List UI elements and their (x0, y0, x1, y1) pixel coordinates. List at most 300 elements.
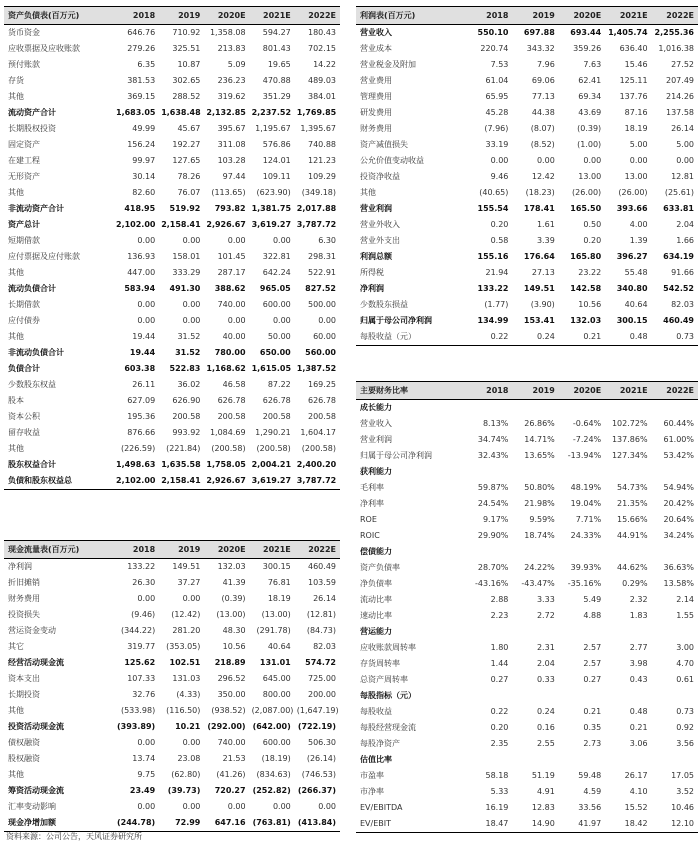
cell-value: 87.22 (267, 380, 291, 389)
cell-value: 1,395.67 (300, 124, 336, 133)
cell-value: 51.19 (531, 771, 555, 780)
row-label: 营业成本 (360, 44, 392, 53)
cell-value: 393.66 (616, 204, 648, 213)
row-label: 营业收入 (360, 419, 392, 428)
cell-value: 7.63 (583, 60, 602, 69)
cell-value: 60.44% (663, 419, 694, 428)
cell-value: 2,158.41 (159, 473, 204, 490)
cell-value: 0.21 (583, 707, 602, 716)
cell-value: 1.61 (536, 220, 555, 229)
cell-value: 16.19 (485, 803, 509, 812)
row-label: 其他 (8, 92, 24, 101)
row-label: 应付债券 (8, 316, 40, 325)
cell-value: 36.02 (177, 380, 201, 389)
cell-value: (7.96) (484, 124, 509, 133)
row-label: 长期借款 (8, 300, 40, 309)
table-row (356, 185, 698, 201)
cell-value: (25.61) (664, 188, 694, 197)
cell-value: 3.56 (676, 739, 694, 748)
cell-value: 0.00 (227, 802, 246, 811)
cell-value: 0.00 (182, 316, 201, 325)
cell-value: -43.16% (475, 579, 509, 588)
cell-value: 2,926.67 (206, 220, 246, 229)
cell-value: (8.52) (530, 140, 555, 149)
table-row (4, 409, 340, 425)
cell-value: 740.88 (308, 140, 336, 149)
cell-value: 725.00 (308, 674, 336, 683)
row-label: 研发费用 (360, 108, 392, 117)
column-header: 2021E (250, 7, 295, 25)
cell-value: 1.83 (629, 611, 648, 620)
cell-value: 37.27 (177, 578, 201, 587)
cell-value (466, 688, 512, 704)
cell-value: (226.59) (120, 444, 156, 453)
cell-value: 801.43 (262, 44, 291, 53)
cell-value (652, 464, 698, 480)
cell-value: 298.31 (308, 252, 336, 261)
cell-value: 1,635.58 (161, 460, 201, 469)
cell-value: 0.00 (182, 300, 201, 309)
cell-value: 542.52 (663, 284, 694, 293)
row-label: 公允价值变动收益 (360, 156, 424, 165)
table-row (356, 57, 698, 73)
cell-value: 642.24 (262, 268, 291, 277)
cell-value: (1.77) (484, 300, 509, 309)
table-row (356, 297, 698, 313)
cell-value (466, 544, 512, 560)
cell-value: 0.29% (622, 579, 648, 588)
cell-value: 626.78 (308, 396, 336, 405)
cell-value: 519.92 (169, 204, 201, 213)
cell-value: 0.00 (227, 236, 246, 245)
cell-value: 41.97 (559, 816, 605, 833)
table-row (356, 784, 698, 800)
table-row (4, 799, 340, 815)
income-statement-panel (356, 6, 698, 346)
cell-value: 1,381.75 (251, 204, 292, 213)
cell-value: 137.76 (619, 92, 648, 101)
cell-value: 351.29 (262, 92, 291, 101)
row-label: 现金净增加额 (4, 815, 114, 832)
cell-value: 5.09 (227, 60, 246, 69)
cell-value: 0.16 (536, 723, 555, 732)
cell-value: 583.94 (124, 284, 156, 293)
cell-value: 0.00 (676, 156, 694, 165)
financial-ratios-table (356, 381, 698, 833)
cell-value: 12.42 (531, 172, 555, 181)
cell-value: 21.98% (524, 499, 555, 508)
table-row (356, 576, 698, 592)
row-label: 每股指标（元） (360, 691, 416, 700)
cell-value: 23.08 (177, 754, 201, 763)
cell-value: 3,787.72 (295, 473, 340, 490)
cell-value: (746.53) (301, 770, 336, 779)
cell-value (652, 400, 698, 417)
cell-value: 23.22 (578, 268, 602, 277)
cell-value: 59.87% (477, 483, 509, 492)
cell-value: (291.78) (256, 626, 291, 635)
cell-value: 30.14 (132, 172, 156, 181)
row-label: 毛利率 (360, 483, 384, 492)
cell-value: 0.24 (512, 329, 558, 346)
cell-value: 2.14 (676, 595, 694, 604)
cell-value: 827.52 (305, 284, 336, 293)
cell-value: 876.66 (127, 428, 156, 437)
table-row (4, 185, 340, 201)
row-label: 偿债能力 (360, 547, 392, 556)
cell-value: (266.37) (297, 786, 336, 795)
cell-value: (349.18) (301, 188, 336, 197)
cell-value: 1.55 (676, 611, 694, 620)
cell-value: 23.49 (129, 786, 156, 795)
cell-value: 2,132.85 (206, 108, 246, 117)
cell-value: (353.05) (166, 642, 201, 651)
cell-value: 180.43 (308, 28, 336, 37)
table-row (4, 41, 340, 57)
table-row (356, 672, 698, 688)
cell-value: 10.46 (671, 803, 694, 812)
cell-value: 103.28 (217, 156, 246, 165)
table-row (356, 512, 698, 528)
cell-value: 14.71% (524, 435, 555, 444)
cell-value: 0.00 (137, 802, 156, 811)
cell-value: 780.00 (214, 348, 246, 357)
cell-value: 45.67 (177, 124, 201, 133)
cell-value: 6.35 (137, 60, 156, 69)
cell-value: 311.08 (217, 140, 246, 149)
row-label: 净利润 (360, 284, 384, 293)
cell-value: 155.16 (477, 252, 509, 261)
table-row (356, 313, 698, 329)
cell-value: 2,926.67 (204, 473, 249, 490)
cell-value: 626.78 (262, 396, 291, 405)
row-label: 股本 (8, 396, 24, 405)
table-row (356, 281, 698, 297)
cell-value: 0.61 (676, 675, 694, 684)
cell-value: 59.48 (578, 771, 602, 780)
cell-value: 627.09 (127, 396, 156, 405)
cell-value: 965.05 (259, 284, 291, 293)
cell-value: 13.00 (578, 172, 602, 181)
row-label: 非流动资产合计 (8, 204, 64, 213)
column-header: 2020E (559, 7, 605, 25)
cell-value: (938.52) (211, 706, 246, 715)
cell-value: 594.27 (262, 28, 291, 37)
cell-value: 395.67 (217, 124, 246, 133)
row-label: 营运资金变动 (8, 626, 56, 635)
row-label: 净利率 (360, 499, 384, 508)
table-row (4, 249, 340, 265)
cell-value: 322.81 (262, 252, 291, 261)
cell-value: 650.00 (259, 348, 291, 357)
cell-value: (722.19) (297, 722, 336, 731)
cell-value: 213.83 (217, 44, 246, 53)
cell-value: 43.69 (578, 108, 602, 117)
cell-value: 0.00 (182, 236, 201, 245)
section-header-row (356, 400, 698, 417)
cell-value: 41.39 (222, 578, 246, 587)
cell-value: 576.86 (262, 140, 291, 149)
cell-value (652, 688, 698, 704)
cell-value: (18.23) (525, 188, 555, 197)
row-label: 财务费用 (8, 594, 40, 603)
row-label: 投资损失 (8, 610, 40, 619)
cell-value: 0.22 (490, 707, 509, 716)
row-label: 每股净资产 (360, 739, 400, 748)
cell-value: 109.11 (262, 172, 291, 181)
cell-value: 633.81 (663, 204, 694, 213)
cell-value: 0.50 (583, 220, 602, 229)
cell-value: 53.42% (663, 451, 694, 460)
table-title: 现金流量表(百万元) (4, 541, 114, 559)
cell-value: 76.07 (177, 188, 201, 197)
cell-value: 132.03 (217, 562, 246, 571)
cell-value: 65.95 (485, 92, 509, 101)
section-header-row (356, 544, 698, 560)
cell-value: 325.51 (172, 44, 201, 53)
cell-value: 4.70 (676, 659, 694, 668)
cell-value: 0.00 (182, 802, 201, 811)
table-row (356, 720, 698, 736)
table-row (4, 559, 340, 576)
table-row (4, 719, 340, 735)
cell-value: (62.80) (171, 770, 201, 779)
cell-value: 460.49 (663, 316, 694, 325)
column-header: 2020E (559, 382, 605, 400)
cell-value: 281.20 (172, 626, 201, 635)
row-label: 折旧摊销 (8, 578, 40, 587)
cell-value: (244.78) (114, 815, 159, 832)
cell-value: (344.22) (120, 626, 156, 635)
row-label: 应收账款周转率 (360, 643, 416, 652)
cell-value: 127.34% (611, 451, 648, 460)
cell-value: (26.00) (572, 188, 602, 197)
cell-value: 127.65 (172, 156, 201, 165)
cell-value: 32.76 (132, 690, 156, 699)
ratios-panel (356, 381, 698, 833)
cell-value: (200.58) (256, 444, 291, 453)
cell-value: 27.52 (671, 60, 694, 69)
cash-flow-panel (4, 540, 340, 832)
cell-value: 693.44 (570, 28, 602, 37)
table-title: 主要财务比率 (356, 382, 466, 400)
row-label: 资本支出 (8, 674, 40, 683)
table-row (4, 393, 340, 409)
row-label: 其他 (8, 444, 24, 453)
cell-value: 27.13 (531, 268, 555, 277)
cell-value: 218.89 (214, 658, 246, 667)
cell-value: 21.35% (617, 499, 648, 508)
table-row (356, 265, 698, 281)
cell-value: 99.97 (132, 156, 156, 165)
row-label: ROIC (360, 531, 380, 540)
cell-value: (41.26) (216, 770, 246, 779)
cell-value: (252.82) (252, 786, 291, 795)
column-header: 2018 (114, 7, 159, 25)
cell-value: 82.60 (132, 188, 156, 197)
cell-value: 710.92 (172, 28, 201, 37)
cell-value: 109.29 (308, 172, 336, 181)
table-row (356, 816, 698, 833)
cell-value: 3,787.72 (296, 220, 337, 229)
cell-value: 121.23 (308, 156, 336, 165)
cell-value: 0.20 (490, 220, 509, 229)
cell-value: 200.58 (217, 412, 246, 421)
row-label: 股权融资 (8, 754, 40, 763)
cell-value: 82.03 (313, 642, 336, 651)
row-label: 财务费用 (360, 124, 392, 133)
cell-value: 4.88 (583, 611, 602, 620)
table-row (4, 783, 340, 799)
cell-value: 340.80 (616, 284, 648, 293)
cell-value: 24.22% (524, 563, 555, 572)
column-header: 2018 (466, 382, 512, 400)
row-label: 其他 (8, 332, 24, 341)
cell-value: 97.44 (222, 172, 246, 181)
row-label: 市净率 (360, 787, 384, 796)
cell-value: 77.13 (531, 92, 555, 101)
table-row (356, 736, 698, 752)
cell-value (466, 752, 512, 768)
cell-value: 20.42% (663, 499, 694, 508)
cell-value: 418.95 (124, 204, 156, 213)
cell-value: 15.52 (624, 803, 648, 812)
cell-value: 0.00 (318, 316, 336, 325)
table-row (356, 329, 698, 346)
cell-value: 2,400.20 (296, 460, 337, 469)
cell-value: 333.29 (172, 268, 201, 277)
cell-value: 12.10 (652, 816, 698, 833)
cell-value: 343.32 (526, 44, 555, 53)
cell-value: 169.25 (308, 380, 336, 389)
row-label: 固定资产 (8, 140, 40, 149)
cell-value: 2.35 (490, 739, 509, 748)
table-row (4, 329, 340, 345)
section-header-row (356, 624, 698, 640)
cell-value: (221.84) (166, 444, 201, 453)
table-row (356, 25, 698, 42)
cell-value: 0.00 (629, 156, 648, 165)
cell-value: 0.00 (137, 738, 156, 747)
cell-value: 2.31 (536, 643, 555, 652)
table-row (356, 560, 698, 576)
table-row (4, 457, 340, 473)
cell-value: 993.92 (172, 428, 201, 437)
cell-value: 10.21 (175, 722, 201, 731)
table-header-row (356, 382, 698, 400)
cell-value: 26.14 (671, 124, 694, 133)
column-header: 2019 (512, 382, 558, 400)
cell-value: 13.00 (624, 172, 648, 181)
table-row (4, 345, 340, 361)
cell-value (605, 688, 651, 704)
cell-value: (12.81) (306, 610, 336, 619)
cell-value: 1,769.85 (296, 108, 337, 117)
cell-value: 460.49 (308, 562, 336, 571)
column-header: 2020E (204, 541, 249, 559)
cell-value: 31.52 (175, 348, 201, 357)
row-label: 营业收入 (360, 28, 392, 37)
cell-value (605, 624, 651, 640)
cell-value: 19.44 (132, 332, 156, 341)
cell-value: 34.74% (477, 435, 509, 444)
row-label: 获利能力 (360, 467, 392, 476)
cell-value: (393.89) (117, 722, 156, 731)
cell-value: 388.62 (214, 284, 246, 293)
cell-value: 2.04 (676, 220, 694, 229)
table-row (356, 480, 698, 496)
cell-value: 0.21 (559, 329, 605, 346)
cell-value: 2,017.88 (296, 204, 337, 213)
cell-value: (13.00) (261, 610, 291, 619)
column-header: 2021E (250, 541, 295, 559)
table-row (4, 265, 340, 281)
row-label: 归属于母公司净利润 (360, 451, 432, 460)
cell-value (605, 400, 651, 417)
column-header: 2022E (652, 7, 698, 25)
row-label: 应收票据及应收账款 (8, 44, 80, 53)
balance-sheet-table (4, 6, 340, 490)
cell-value: 1,387.52 (296, 364, 337, 373)
column-header: 2018 (466, 7, 512, 25)
cell-value: (8.07) (530, 124, 555, 133)
cell-value: 600.00 (262, 300, 291, 309)
cell-value: -35.16% (567, 579, 602, 588)
balance-sheet-panel (4, 6, 340, 490)
cell-value: 1,604.17 (300, 428, 336, 437)
cell-value: 31.52 (177, 332, 201, 341)
cell-value: 207.49 (666, 76, 694, 85)
cell-value: 32.43% (477, 451, 509, 460)
cell-value: 15.46 (624, 60, 648, 69)
table-row (4, 377, 340, 393)
table-row (4, 201, 340, 217)
cell-value: 0.00 (583, 156, 602, 165)
section-header-row (356, 688, 698, 704)
cell-value: 69.06 (531, 76, 555, 85)
row-label: ROE (360, 515, 377, 524)
cell-value (466, 400, 512, 417)
cell-value: (3.90) (530, 300, 555, 309)
row-label: 长期投资 (8, 690, 40, 699)
row-label: 非流动负债合计 (8, 348, 64, 357)
cell-value: 1.44 (490, 659, 509, 668)
cell-value: 62.41 (578, 76, 602, 85)
cell-value (605, 544, 651, 560)
cell-value: 522.83 (169, 364, 201, 373)
cell-value (559, 464, 605, 480)
cell-value: 793.82 (214, 204, 246, 213)
cell-value: 69.34 (578, 92, 602, 101)
row-label: 市盈率 (360, 771, 384, 780)
table-row (4, 655, 340, 671)
table-row (356, 608, 698, 624)
cell-value: 0.00 (536, 156, 555, 165)
cell-value: 1.39 (629, 236, 648, 245)
cell-value: (13.00) (216, 610, 246, 619)
table-row (356, 121, 698, 137)
row-label: 存货 (8, 76, 24, 85)
cell-value: 2.72 (536, 611, 555, 620)
cell-value: 33.19 (485, 140, 509, 149)
table-row (4, 217, 340, 233)
cell-value: 0.33 (536, 675, 555, 684)
cell-value: 0.00 (272, 802, 291, 811)
row-label: 应付票据及应付账款 (8, 252, 80, 261)
cell-value: 91.66 (671, 268, 694, 277)
cell-value: 24.54% (477, 499, 509, 508)
cell-value (559, 752, 605, 768)
